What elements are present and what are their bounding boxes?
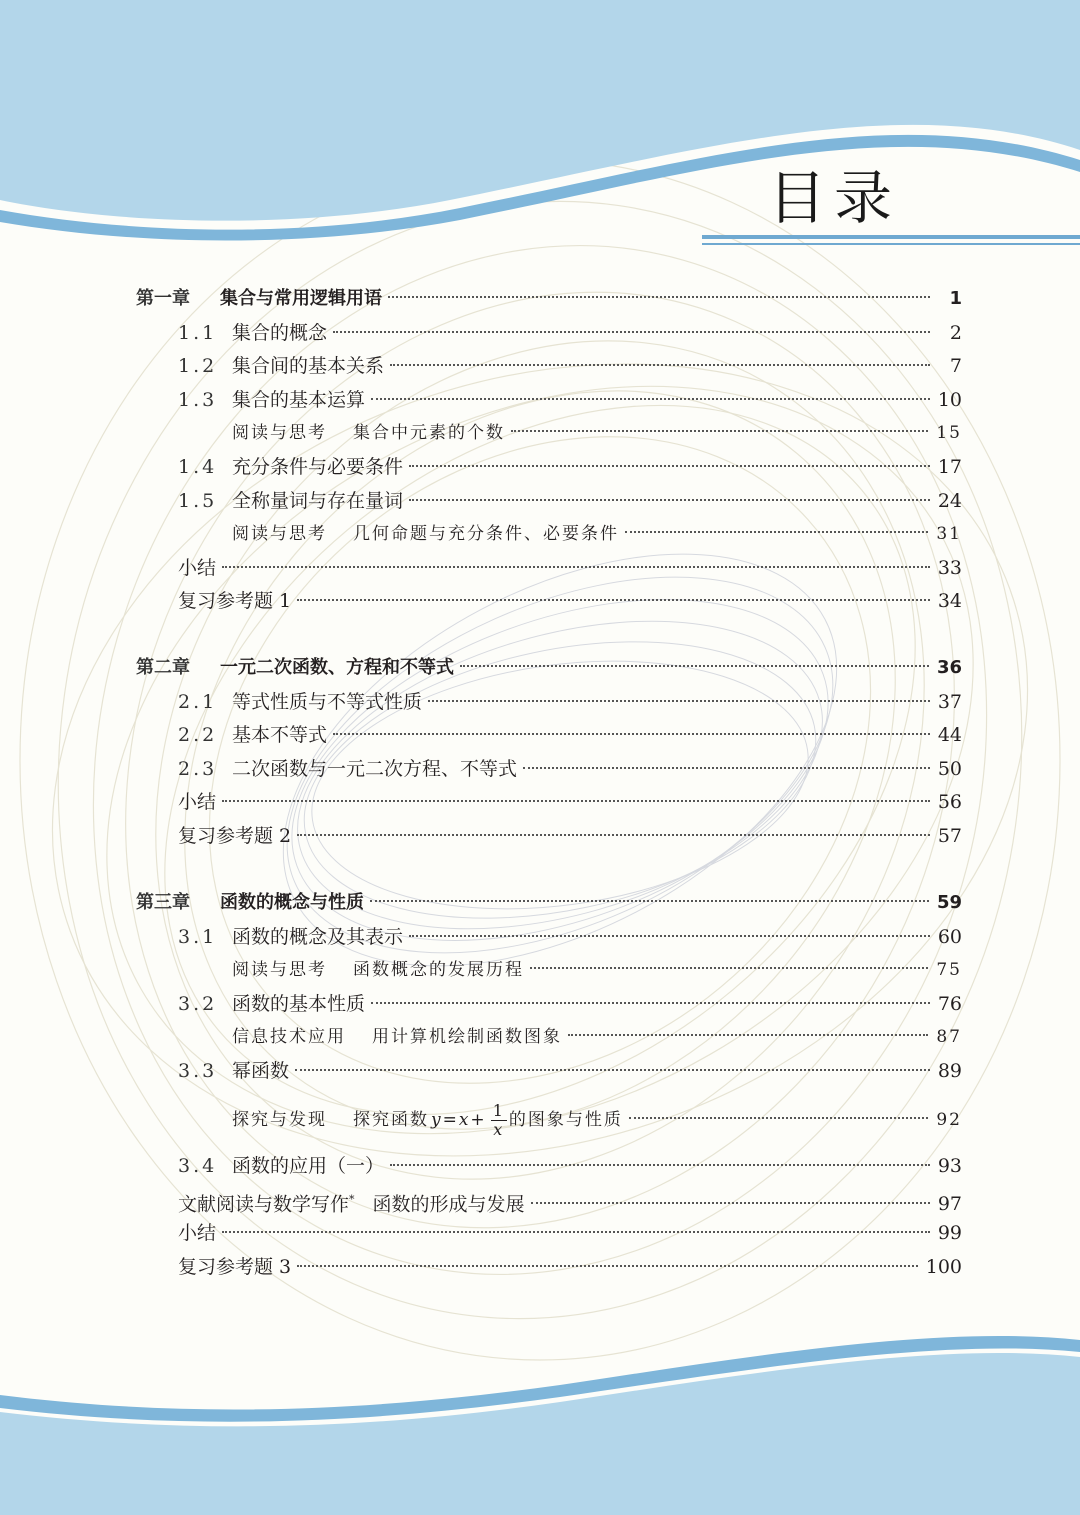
section-title (232, 1149, 384, 1183)
dot-leader (371, 1002, 930, 1004)
chapter-label: 第一章 (136, 288, 190, 309)
entry-title-text: 函数的形成与发展 (372, 1193, 525, 1216)
toc-section-entry[interactable] (178, 484, 962, 518)
section-title (232, 718, 327, 752)
entry-title-text: 等式性质与不等式性质 (232, 690, 423, 713)
toc-chapter-entry[interactable] (136, 886, 962, 920)
section-title (232, 953, 524, 987)
section-title (232, 517, 619, 551)
section-number: 3.2 (178, 992, 218, 1015)
section-number: 3.1 (178, 925, 218, 948)
page-number: 92 (936, 1109, 962, 1130)
entry-title-text: 函数的概念及其表示 (232, 925, 404, 948)
feature-type: 文献阅读与数学写作 (178, 1193, 350, 1216)
section-title (232, 383, 365, 417)
page-number: 15 (936, 423, 962, 444)
fraction (491, 1102, 507, 1139)
toc-section-entry[interactable] (178, 1054, 962, 1088)
section-title (232, 484, 403, 518)
chapter-title: 一元二次函数、方程和不等式 (220, 657, 454, 678)
chapter-title: 函数的概念与性质 (220, 892, 364, 913)
section-title (232, 1102, 623, 1139)
dot-leader (390, 364, 930, 366)
toc-section-entry[interactable] (178, 718, 962, 752)
section-title (232, 987, 365, 1021)
entry-title-text: 集合的基本运算 (232, 388, 366, 411)
toc-section-entry[interactable] (178, 920, 962, 954)
dot-leader (409, 465, 930, 467)
section-number: 1.4 (178, 456, 218, 478)
entry-title-text: 集合的概念 (232, 321, 328, 344)
page-number: 31 (936, 524, 962, 545)
section-title (232, 450, 403, 484)
feature-title-pre: 探究函数 (353, 1109, 429, 1130)
footnote-star: * (349, 1192, 355, 1206)
dot-leader (371, 398, 930, 400)
section-title (232, 920, 403, 954)
section-number: 2.3 (178, 757, 218, 780)
toc-section-entry[interactable] (178, 785, 962, 819)
entry-title-text: 幂函数 (232, 1060, 290, 1082)
page-number: 34 (937, 590, 962, 613)
entry-title-text: 小结 (178, 1222, 217, 1245)
dot-leader (428, 700, 930, 702)
page-number: 17 (937, 456, 962, 478)
section-title (232, 316, 327, 350)
page-number: 10 (937, 388, 962, 411)
page-number: 99 (937, 1222, 962, 1245)
toc-section-entry[interactable] (178, 752, 962, 786)
page-number: 7 (949, 355, 962, 378)
fraction-denominator: x (493, 1119, 505, 1139)
toc-chapter-entry[interactable] (136, 282, 962, 316)
toc-section-entry[interactable] (178, 987, 962, 1021)
entry-title-text: 全称量词与存在量词 (232, 489, 404, 512)
section-title (178, 785, 216, 819)
section-title (178, 584, 291, 618)
page-number: 60 (937, 925, 962, 948)
entry-title-text: 集合中元素的个数 (353, 423, 505, 444)
section-title (178, 1216, 216, 1250)
toc-feature-entry[interactable] (232, 953, 962, 987)
toc-feature-entry[interactable] (232, 416, 962, 450)
entry-title-text: 复习参考题 3 (178, 1256, 292, 1278)
entry-title-text: 二次函数与一元二次方程、不等式 (232, 757, 518, 780)
toc-section-entry[interactable] (178, 584, 962, 618)
section-number: 1.5 (178, 489, 218, 512)
feature-title-post: 的图象与性质 (508, 1109, 623, 1130)
section-title (232, 1054, 289, 1088)
section-title (232, 349, 384, 383)
section-title (178, 1250, 291, 1284)
toc-section-entry[interactable] (178, 1216, 962, 1250)
toc-feature-entry[interactable] (232, 517, 962, 551)
entry-title-text: 小结 (178, 791, 217, 814)
section-number: 1.3 (178, 388, 218, 411)
page-number: 87 (936, 1027, 962, 1048)
feature-type: 信息技术应用 (232, 1027, 346, 1048)
chapter-title: 集合与常用逻辑用语 (220, 288, 382, 309)
dot-leader (531, 1202, 930, 1204)
page-number: 57 (937, 825, 962, 847)
page-number: 76 (937, 992, 962, 1015)
dot-leader (222, 1231, 930, 1233)
page-number: 93 (937, 1155, 962, 1178)
section-title (232, 752, 517, 786)
dot-leader (511, 430, 928, 432)
dot-leader (460, 665, 929, 667)
section-number: 3.3 (178, 1060, 218, 1082)
page-number: 24 (937, 489, 962, 512)
section-title (178, 551, 216, 585)
dot-leader (297, 1265, 918, 1267)
page-number: 44 (937, 724, 962, 747)
formula: y=x+ (431, 1109, 487, 1130)
fraction-numerator: 1 (492, 1100, 505, 1120)
dot-leader (295, 1069, 930, 1071)
entry-title-text: 基本不等式 (232, 724, 328, 747)
page-number: 50 (937, 757, 962, 780)
section-number: 1.2 (178, 355, 218, 378)
dot-leader (333, 733, 930, 735)
section-number: 2.2 (178, 724, 218, 747)
page-number: 36 (936, 657, 962, 678)
page-number: 1 (949, 288, 962, 309)
dot-leader (333, 331, 930, 333)
entry-title-text: 小结 (178, 556, 217, 579)
dot-leader (297, 834, 930, 836)
toc-section-entry[interactable] (178, 1183, 962, 1217)
dot-leader (297, 599, 930, 601)
chapter-label: 第三章 (136, 892, 190, 913)
page-number: 56 (937, 791, 962, 814)
toc-section-entry[interactable] (178, 383, 962, 417)
page-title: 目录 (768, 164, 901, 232)
entry-title-text: 几何命题与充分条件、必要条件 (353, 524, 619, 545)
section-title (178, 1183, 525, 1221)
toc-section-entry[interactable] (178, 1149, 962, 1183)
section-title (178, 819, 291, 853)
page-number: 97 (937, 1193, 962, 1216)
section-title (232, 1020, 562, 1054)
feature-type: 阅读与思考 (232, 524, 327, 545)
page-number: 59 (936, 892, 962, 913)
dot-leader (530, 967, 928, 969)
dot-leader (390, 1164, 930, 1166)
dot-leader (222, 800, 930, 802)
entry-title-text: 复习参考题 1 (178, 590, 292, 613)
dot-leader (222, 566, 930, 568)
entry-title-text: 函数的基本性质 (232, 992, 366, 1015)
entry-title-text: 函数概念的发展历程 (353, 960, 524, 981)
toc-section-entry[interactable] (178, 819, 962, 853)
page-number: 89 (937, 1060, 962, 1082)
entry-title-text: 集合间的基本关系 (232, 355, 385, 378)
entry-title-text: 用计算机绘制函数图象 (372, 1027, 562, 1048)
dot-leader (523, 767, 930, 769)
page-number: 100 (925, 1256, 962, 1278)
toc-section-entry[interactable] (178, 685, 962, 719)
toc-chapter-entry[interactable] (136, 651, 962, 685)
section-title (232, 416, 505, 450)
dot-leader (409, 499, 930, 501)
section-number: 2.1 (178, 690, 218, 713)
dot-leader (388, 296, 930, 298)
toc-section-entry[interactable] (178, 316, 962, 350)
toc-section-entry[interactable] (178, 450, 962, 484)
toc-section-entry[interactable] (178, 551, 962, 585)
feature-type: 探究与发现 (232, 1109, 327, 1130)
toc-feature-entry[interactable] (232, 1100, 962, 1139)
dot-leader (625, 531, 928, 533)
section-title (232, 685, 422, 719)
toc-section-entry[interactable] (178, 1250, 962, 1284)
section-number: 3.4 (178, 1155, 218, 1178)
page-number: 37 (937, 690, 962, 713)
toc-section-entry[interactable] (178, 349, 962, 383)
entry-title-text: 复习参考题 2 (178, 825, 292, 847)
entry-title-text: 充分条件与必要条件 (232, 456, 404, 478)
dot-leader (629, 1117, 928, 1119)
dot-leader (568, 1034, 928, 1036)
feature-type: 阅读与思考 (232, 423, 327, 444)
chapter-label: 第二章 (136, 657, 190, 678)
section-number: 1.1 (178, 321, 218, 344)
entry-title-text: 函数的应用（一） (232, 1155, 385, 1178)
feature-type: 阅读与思考 (232, 960, 327, 981)
page-number: 75 (936, 960, 962, 981)
page-number: 33 (937, 556, 962, 579)
dot-leader (409, 935, 930, 937)
page-number: 2 (949, 321, 962, 344)
dot-leader (370, 900, 929, 902)
toc-feature-entry[interactable] (232, 1020, 962, 1054)
